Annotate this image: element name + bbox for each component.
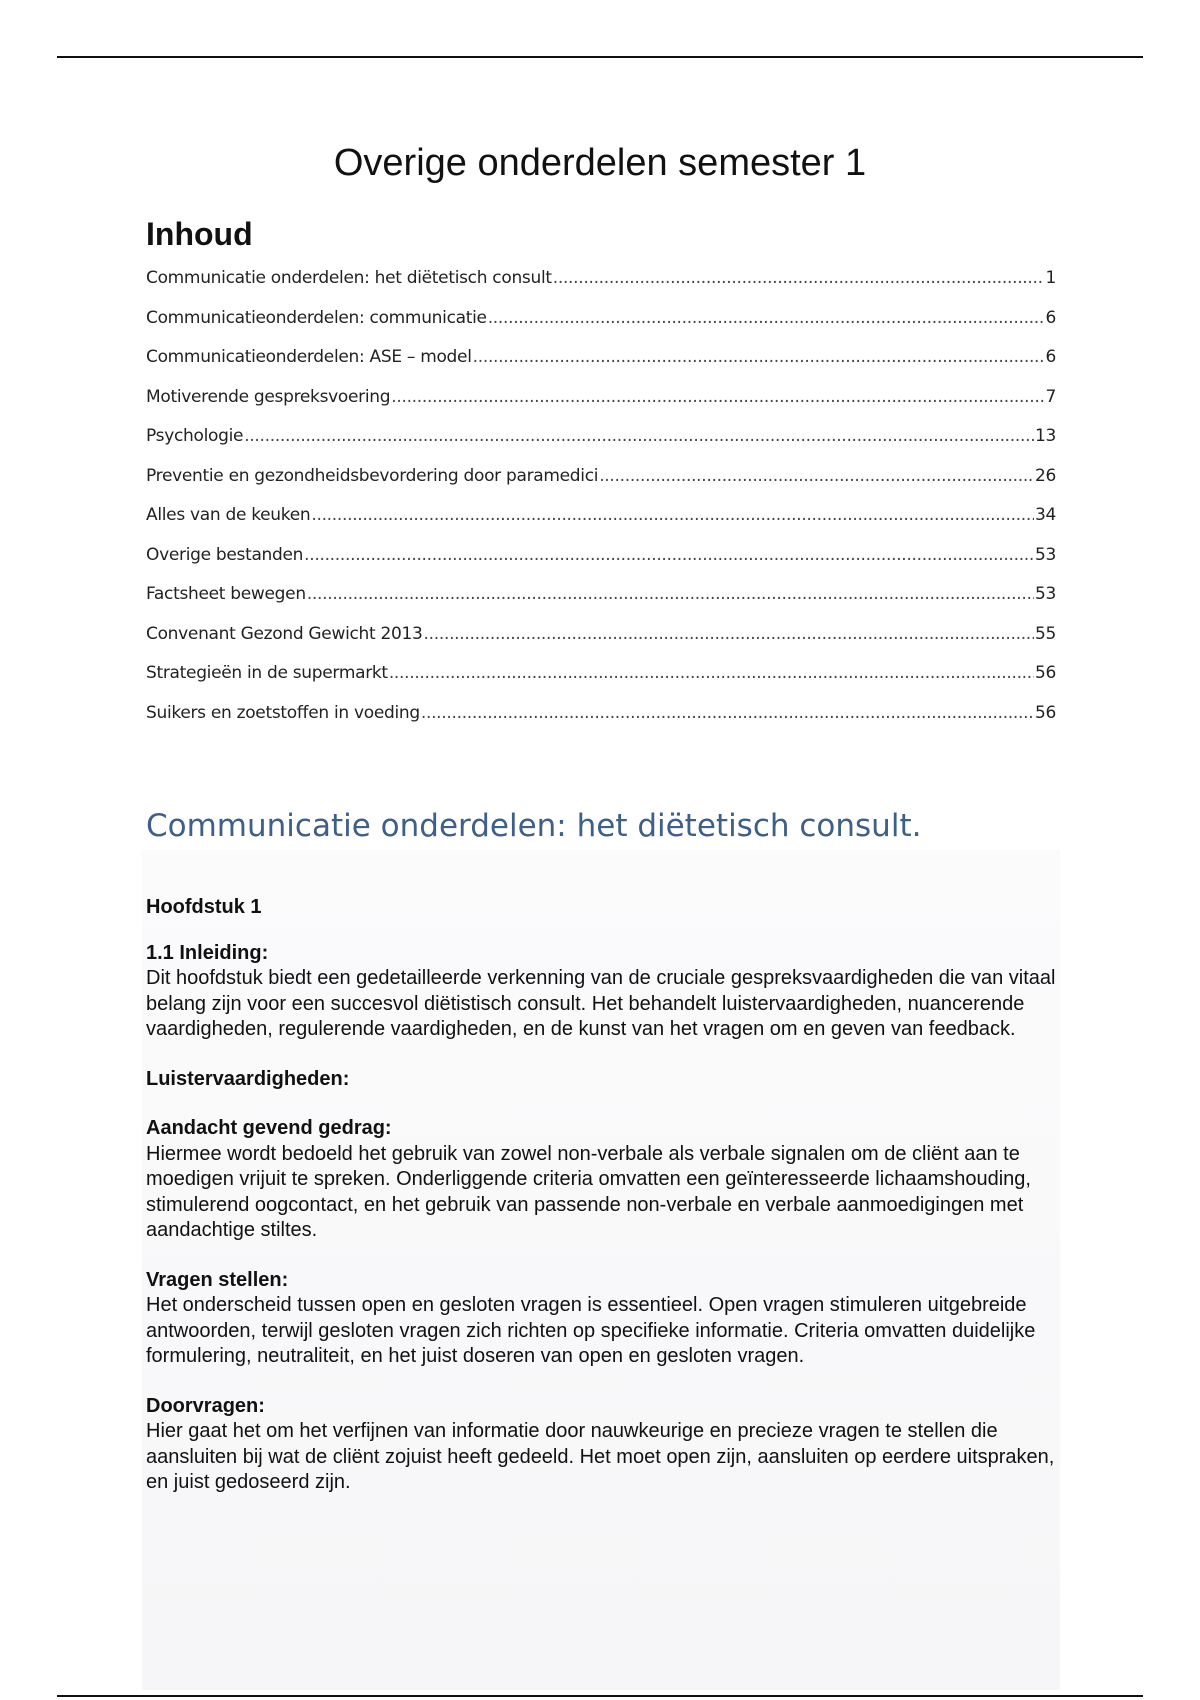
toc-leader-dots bbox=[389, 663, 1034, 683]
content-block bbox=[146, 941, 1066, 1043]
block-paragraph: Dit hoofdstuk biedt een gedetailleerde verkenning van de cruciale gespreksvaardigheden die van vitaal belang zijn voor een succesvol diëtistisch consult. Het behandelt luistervaardigheden, nuancerende vaardigheden, regulerende vaardigheden, en de kunst van het vragen om en geven van feedback. bbox=[146, 967, 1056, 1040]
toc-entry-label: Psychologie bbox=[146, 426, 244, 446]
block-heading: Vragen stellen: bbox=[146, 1268, 289, 1291]
toc-leader-dots bbox=[244, 426, 1034, 446]
content-block bbox=[146, 1268, 1066, 1370]
toc-leader-dots bbox=[311, 505, 1034, 525]
toc-entry-page: 55 bbox=[1034, 623, 1056, 644]
toc-entry[interactable] bbox=[146, 466, 1056, 506]
toc-entry[interactable] bbox=[146, 426, 1056, 466]
toc-entry[interactable] bbox=[146, 624, 1056, 664]
toc-entry-label: Suikers en zoetstoffen in voeding bbox=[146, 702, 420, 723]
toc-entry-label: Communicatie onderdelen: het diëtetisch consult bbox=[146, 268, 552, 288]
toc-entry-page: 56 bbox=[1034, 702, 1056, 723]
toc-entry-page: 1 bbox=[1045, 268, 1056, 288]
block-heading: Aandacht gevend gedrag: bbox=[146, 1117, 392, 1139]
toc-entry[interactable] bbox=[146, 308, 1056, 348]
toc-entry[interactable] bbox=[146, 545, 1056, 585]
toc-entry-label: Alles van de keuken bbox=[146, 505, 311, 525]
toc-entry[interactable] bbox=[146, 663, 1056, 703]
toc-entry-page: 34 bbox=[1034, 505, 1056, 525]
content-block bbox=[146, 1394, 1066, 1496]
chapter-heading: Hoofdstuk 1 bbox=[146, 896, 262, 918]
block-paragraph: Hier gaat het om het verfijnen van informatie door nauwkeurige en precieze vragen te stellen die aansluiten bij wat de cliënt zojuist heeft gedeeld. Het moet open zijn, aansluiten op eerdere uitspraken, en juist gedoseerd zijn. bbox=[146, 1420, 1055, 1493]
block-heading: 1.1 Inleiding: bbox=[146, 941, 269, 964]
toc-leader-dots bbox=[599, 466, 1034, 486]
page-bottom-rule bbox=[57, 1695, 1143, 1697]
toc-leader-dots bbox=[391, 387, 1044, 407]
toc-entry-page: 53 bbox=[1034, 544, 1056, 565]
toc-leader-dots bbox=[304, 545, 1034, 565]
table-of-contents bbox=[146, 268, 1056, 742]
toc-entry[interactable] bbox=[146, 505, 1056, 545]
toc-leader-dots bbox=[553, 268, 1045, 288]
toc-leader-dots bbox=[424, 624, 1034, 644]
toc-leader-dots bbox=[307, 584, 1034, 604]
document-title: Overige onderdelen semester 1 bbox=[333, 142, 867, 184]
page-top-rule bbox=[57, 56, 1143, 58]
toc-leader-dots bbox=[421, 703, 1034, 723]
toc-entry-page: 13 bbox=[1034, 426, 1056, 446]
toc-entry[interactable] bbox=[146, 268, 1056, 308]
toc-entry[interactable] bbox=[146, 347, 1056, 387]
toc-entry-page: 56 bbox=[1034, 663, 1056, 683]
toc-leader-dots bbox=[473, 347, 1045, 367]
block-heading: Luistervaardigheden: bbox=[146, 1067, 350, 1090]
toc-entry[interactable] bbox=[146, 703, 1056, 743]
toc-entry-label: Convenant Gezond Gewicht 2013 bbox=[146, 623, 423, 644]
toc-entry[interactable] bbox=[146, 584, 1056, 624]
toc-entry-page: 7 bbox=[1045, 386, 1056, 407]
toc-entry-page: 6 bbox=[1045, 347, 1056, 367]
section-heading: Communicatie onderdelen: het diëtetisch consult. bbox=[146, 808, 922, 844]
toc-entry-page: 26 bbox=[1034, 465, 1056, 486]
toc-entry-label: Communicatieonderdelen: communicatie bbox=[146, 307, 487, 328]
toc-heading: Inhoud bbox=[146, 216, 253, 252]
toc-entry-page: 6 bbox=[1045, 307, 1056, 328]
block-paragraph: Het onderscheid tussen open en gesloten vragen is essentieel. Open vragen stimuleren uitgebreide antwoorden, terwijl gesloten vragen zich richten op specifieke informatie. Criteria omvatten duidelijke formulering, neutraliteit, en het juist doseren van open en gesloten vragen. bbox=[146, 1294, 1036, 1367]
block-paragraph: Hiermee wordt bedoeld het gebruik van zowel non-verbale als verbale signalen om de cliënt aan te moedigen vrijuit te spreken. Onderliggende criteria omvatten een geïnteresseerde lichaamshouding, stimulerend oogcontact, en het gebruik van passende non-verbale en verbale aanmoedigingen met aandachtige stiltes. bbox=[146, 1142, 1031, 1241]
content-block bbox=[146, 1116, 1066, 1244]
content-block bbox=[146, 1067, 1066, 1093]
section-body bbox=[146, 895, 1066, 1520]
toc-entry-label: Strategieën in de supermarkt bbox=[146, 663, 388, 683]
toc-entry-page: 53 bbox=[1034, 584, 1056, 604]
toc-leader-dots bbox=[488, 308, 1045, 328]
toc-entry-label: Overige bestanden bbox=[146, 544, 304, 565]
toc-entry-label: Communicatieonderdelen: ASE – model bbox=[146, 347, 472, 367]
toc-entry-label: Motiverende gespreksvoering bbox=[146, 386, 391, 407]
toc-entry-label: Preventie en gezondheidsbevordering door paramedici bbox=[146, 465, 599, 486]
block-heading: Doorvragen: bbox=[146, 1394, 265, 1417]
toc-entry-label: Factsheet bewegen bbox=[146, 584, 306, 604]
toc-entry[interactable] bbox=[146, 387, 1056, 427]
